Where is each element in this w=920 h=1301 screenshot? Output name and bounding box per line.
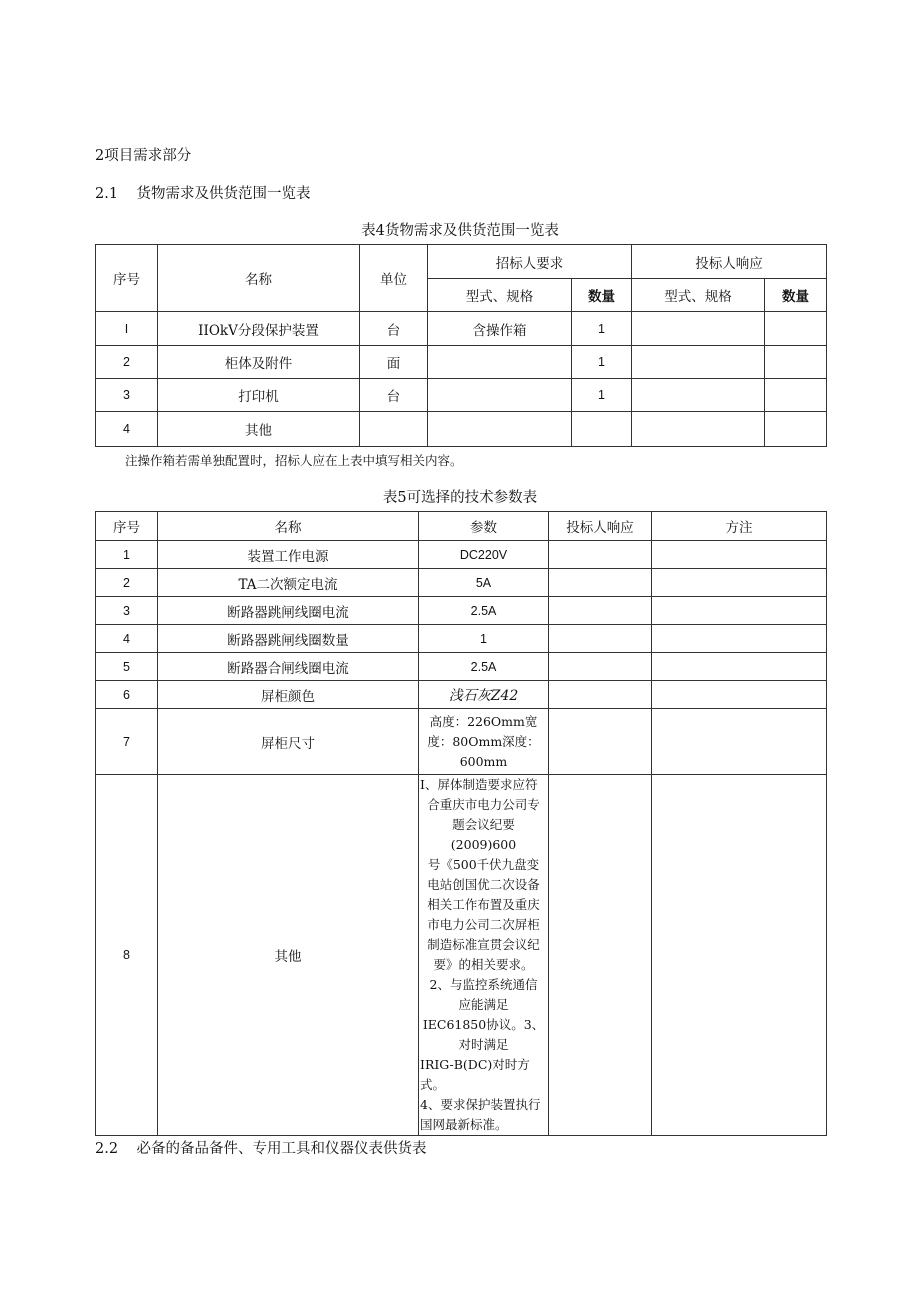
cell-unit: 面 bbox=[360, 346, 428, 379]
cell-seq: 3 bbox=[96, 379, 158, 412]
table-row bbox=[96, 625, 827, 653]
cell-empty bbox=[652, 541, 827, 569]
table-row bbox=[96, 653, 827, 681]
header-name: 名称 bbox=[158, 245, 360, 312]
param-line: 合重庆市电力公司专 bbox=[427, 797, 540, 812]
header-response: 投标人响应 bbox=[549, 512, 652, 541]
header-model-2: 型式、规格 bbox=[632, 279, 765, 312]
cell-name: 打印机 bbox=[158, 379, 360, 412]
param-line: 高度：226Omm宽 bbox=[429, 713, 538, 729]
table4-caption: 表4货物需求及供货范围一览表 bbox=[361, 223, 559, 239]
param-line: 度：80Omm深度： bbox=[427, 733, 540, 749]
table4-note: 注操作箱若需单独配置时，招标人应在上表中填写相关内容。 bbox=[125, 453, 463, 468]
param-line: 电站创国优二次设备 bbox=[427, 877, 540, 892]
cell-empty bbox=[549, 541, 652, 569]
cell-seq: 5 bbox=[96, 653, 158, 681]
cell-unit: 台 bbox=[360, 312, 428, 346]
cell-name: 其他 bbox=[158, 775, 419, 1136]
cell-empty bbox=[549, 653, 652, 681]
cell-empty bbox=[652, 681, 827, 709]
cell-param: 2.5A bbox=[419, 597, 549, 625]
cell-param: DC220V bbox=[419, 541, 549, 569]
cell-model bbox=[428, 379, 572, 412]
table-row bbox=[96, 245, 827, 279]
table-row bbox=[96, 681, 827, 709]
header-qty: 数量 bbox=[572, 279, 632, 312]
cell-name: 断路器跳闸线圈电流 bbox=[158, 597, 419, 625]
table-row bbox=[96, 569, 827, 597]
cell-param-other bbox=[419, 775, 549, 1136]
subsection-title: 货物需求及供货范围一览表 bbox=[136, 186, 311, 202]
param-line: 应能满足 bbox=[458, 997, 509, 1012]
cell-name: 断路器合闸线圈电流 bbox=[158, 653, 419, 681]
cell-seq: 7 bbox=[96, 709, 158, 775]
param-line: 号《500千伏九盘变 bbox=[427, 857, 540, 872]
param-line: 题会议纪要(2009)600 bbox=[450, 817, 517, 852]
header-unit: 单位 bbox=[360, 245, 428, 312]
cell-empty bbox=[652, 709, 827, 775]
table-row bbox=[96, 775, 827, 1136]
cell-empty bbox=[549, 597, 652, 625]
cell-seq: 2 bbox=[96, 569, 158, 597]
subsection-number: 2.2 bbox=[95, 1141, 119, 1157]
param-line: 对时满足 bbox=[458, 1037, 509, 1052]
cell-empty bbox=[652, 653, 827, 681]
param-line: 4、要求保护装置执行 bbox=[420, 1097, 541, 1112]
table-row bbox=[96, 412, 827, 447]
cell-empty bbox=[632, 412, 765, 447]
cell-param-size bbox=[419, 709, 549, 775]
cell-empty bbox=[549, 775, 652, 1136]
table-row bbox=[96, 709, 827, 775]
cell-param: 1 bbox=[419, 625, 549, 653]
cell-seq: 4 bbox=[96, 625, 158, 653]
cell-unit bbox=[360, 412, 428, 447]
cell-name: 屏柜尺寸 bbox=[158, 709, 419, 775]
cell-unit: 台 bbox=[360, 379, 428, 412]
cell-empty bbox=[652, 625, 827, 653]
cell-empty bbox=[652, 775, 827, 1136]
cell-seq: 8 bbox=[96, 775, 158, 1136]
param-line: IEC61850协议。3、 bbox=[422, 1017, 545, 1032]
header-bidder: 投标人响应 bbox=[632, 245, 827, 279]
header-model: 型式、规格 bbox=[428, 279, 572, 312]
cell-seq: 4 bbox=[96, 412, 158, 447]
cell-empty bbox=[765, 346, 827, 379]
subsection-2-2-heading bbox=[95, 1137, 427, 1158]
cell-empty bbox=[652, 569, 827, 597]
subsection-number: 2.1 bbox=[95, 186, 119, 202]
header-name: 名称 bbox=[158, 512, 419, 541]
cell-seq: 3 bbox=[96, 597, 158, 625]
table-row bbox=[96, 512, 827, 541]
table-row bbox=[96, 346, 827, 379]
table-row bbox=[96, 312, 827, 346]
cell-qty: 1 bbox=[572, 379, 632, 412]
table-row bbox=[96, 541, 827, 569]
table-row bbox=[96, 597, 827, 625]
table5-caption: 表5可选择的技术参数表 bbox=[382, 490, 538, 506]
cell-seq: 2 bbox=[96, 346, 158, 379]
cell-empty bbox=[549, 709, 652, 775]
cell-param: 5A bbox=[419, 569, 549, 597]
cell-empty bbox=[765, 312, 827, 346]
header-qty-2: 数量 bbox=[765, 279, 827, 312]
param-line: 市电力公司二次屏柜 bbox=[427, 917, 540, 932]
cell-name: 断路器跳闸线圈数量 bbox=[158, 625, 419, 653]
cell-name: 装置工作电源 bbox=[158, 541, 419, 569]
param-line: 国网最新标准。 bbox=[420, 1117, 508, 1132]
cell-model: 含操作箱 bbox=[428, 312, 572, 346]
cell-empty bbox=[765, 379, 827, 412]
cell-empty bbox=[652, 597, 827, 625]
cell-empty bbox=[549, 681, 652, 709]
header-remark: 方注 bbox=[652, 512, 827, 541]
param-line: 要》的相关要求。 bbox=[433, 957, 534, 972]
cell-param-handwritten: 浅石灰Z42 bbox=[419, 681, 549, 709]
cell-qty: 1 bbox=[572, 346, 632, 379]
subsection-title: 必备的备品备件、专用工具和仪器仪表供货表 bbox=[136, 1141, 427, 1157]
cell-empty bbox=[549, 569, 652, 597]
cell-param: 2.5A bbox=[419, 653, 549, 681]
cell-qty bbox=[572, 412, 632, 447]
table5 bbox=[95, 511, 827, 1136]
cell-empty bbox=[765, 412, 827, 447]
table-row bbox=[96, 379, 827, 412]
cell-seq: 6 bbox=[96, 681, 158, 709]
param-line: 2、与监控系统通信 bbox=[429, 977, 538, 992]
cell-empty bbox=[632, 312, 765, 346]
param-line: 600mm bbox=[459, 753, 508, 769]
cell-name: TA二次额定电流 bbox=[158, 569, 419, 597]
section-title: 2项目需求部分 bbox=[95, 148, 192, 164]
cell-empty bbox=[632, 379, 765, 412]
subsection-2-1-heading bbox=[95, 182, 311, 203]
cell-name: 柜体及附件 bbox=[158, 346, 360, 379]
cell-name: 其他 bbox=[158, 412, 360, 447]
cell-empty bbox=[549, 625, 652, 653]
table4 bbox=[95, 244, 827, 447]
param-line: 制造标准宣贯会议纪 bbox=[427, 937, 540, 952]
cell-name: IIOkV分段保护装置 bbox=[158, 312, 360, 346]
cell-model bbox=[428, 412, 572, 447]
param-line: I、屏体制造要求应符 bbox=[420, 777, 538, 792]
cell-model bbox=[428, 346, 572, 379]
header-tenderer: 招标人要求 bbox=[428, 245, 632, 279]
cell-qty: 1 bbox=[572, 312, 632, 346]
header-seq: 序号 bbox=[96, 512, 158, 541]
param-line: IRIG-B(DC)对时方式。 bbox=[420, 1057, 530, 1092]
cell-name: 屏柜颜色 bbox=[158, 681, 419, 709]
cell-seq: 1 bbox=[96, 541, 158, 569]
param-line: 相关工作布置及重庆 bbox=[427, 897, 540, 912]
header-seq: 序号 bbox=[96, 245, 158, 312]
header-param: 参数 bbox=[419, 512, 549, 541]
cell-seq: I bbox=[96, 312, 158, 346]
cell-empty bbox=[632, 346, 765, 379]
